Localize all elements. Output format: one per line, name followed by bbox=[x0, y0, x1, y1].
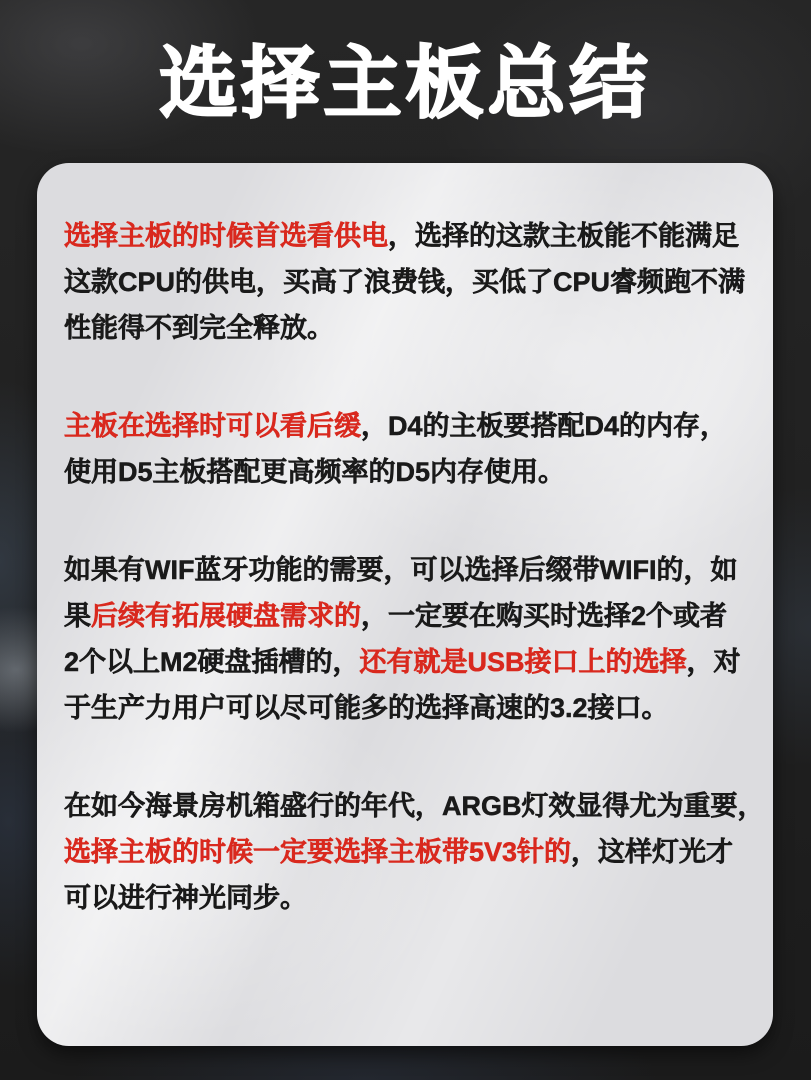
text-line bbox=[64, 685, 746, 731]
paragraph bbox=[64, 547, 746, 731]
text-line bbox=[64, 213, 746, 259]
text-line bbox=[64, 403, 746, 449]
card-text bbox=[64, 213, 765, 921]
text-segment: 还有就是USB接口上的选择 bbox=[359, 647, 687, 677]
text-segment: 果 bbox=[64, 601, 91, 631]
paragraph bbox=[64, 783, 765, 921]
text-segment: 选择主板的时候一定要选择主板带5V3针的 bbox=[64, 837, 572, 867]
text-segment: ，D4的主板要搭配D4的内存， bbox=[361, 411, 728, 441]
text-line bbox=[64, 783, 765, 829]
text-line bbox=[64, 593, 746, 639]
text-segment: 于生产力用户可以尽可能多的选择高速的3.2接口。 bbox=[64, 693, 669, 723]
text-line bbox=[64, 449, 746, 495]
text-segment: ，选择的这款主板能不能满足 bbox=[388, 221, 739, 251]
text-segment: 在如今海景房机箱盛行的年代，ARGB灯效显得尤为重要， bbox=[64, 791, 765, 821]
text-line bbox=[64, 639, 746, 685]
text-segment: 可以进行神光同步。 bbox=[64, 883, 307, 913]
text-segment: ，一定要在购买时选择2个或者 bbox=[361, 601, 728, 631]
text-line bbox=[64, 305, 746, 351]
text-segment: 选择主板的时候首选看供电 bbox=[64, 221, 388, 251]
content-card bbox=[37, 163, 773, 1046]
text-segment: 主板在选择时可以看后缓 bbox=[64, 411, 361, 441]
text-segment: 使用D5主板搭配更高频率的D5内存使用。 bbox=[64, 457, 566, 487]
paragraph bbox=[64, 403, 746, 495]
text-segment: 2个以上M2硬盘插槽的， bbox=[64, 647, 360, 677]
text-line bbox=[64, 829, 746, 875]
text-line bbox=[64, 875, 746, 921]
text-segment: 如果有WIF蓝牙功能的需要，可以选择后缀带WIFI的，如 bbox=[64, 555, 738, 585]
text-segment: 性能得不到完全释放。 bbox=[64, 313, 334, 343]
text-segment: ，这样灯光才 bbox=[571, 837, 734, 867]
text-segment: 这款CPU的供电，买高了浪费钱，买低了CPU睿频跑不满 bbox=[64, 267, 746, 297]
text-line bbox=[64, 259, 746, 305]
text-segment: ，对 bbox=[686, 647, 741, 677]
page-title: 选择主板总结 bbox=[159, 39, 652, 127]
text-line bbox=[64, 547, 746, 593]
text-segment: 后续有拓展硬盘需求的 bbox=[91, 601, 361, 631]
paragraph bbox=[64, 213, 746, 351]
